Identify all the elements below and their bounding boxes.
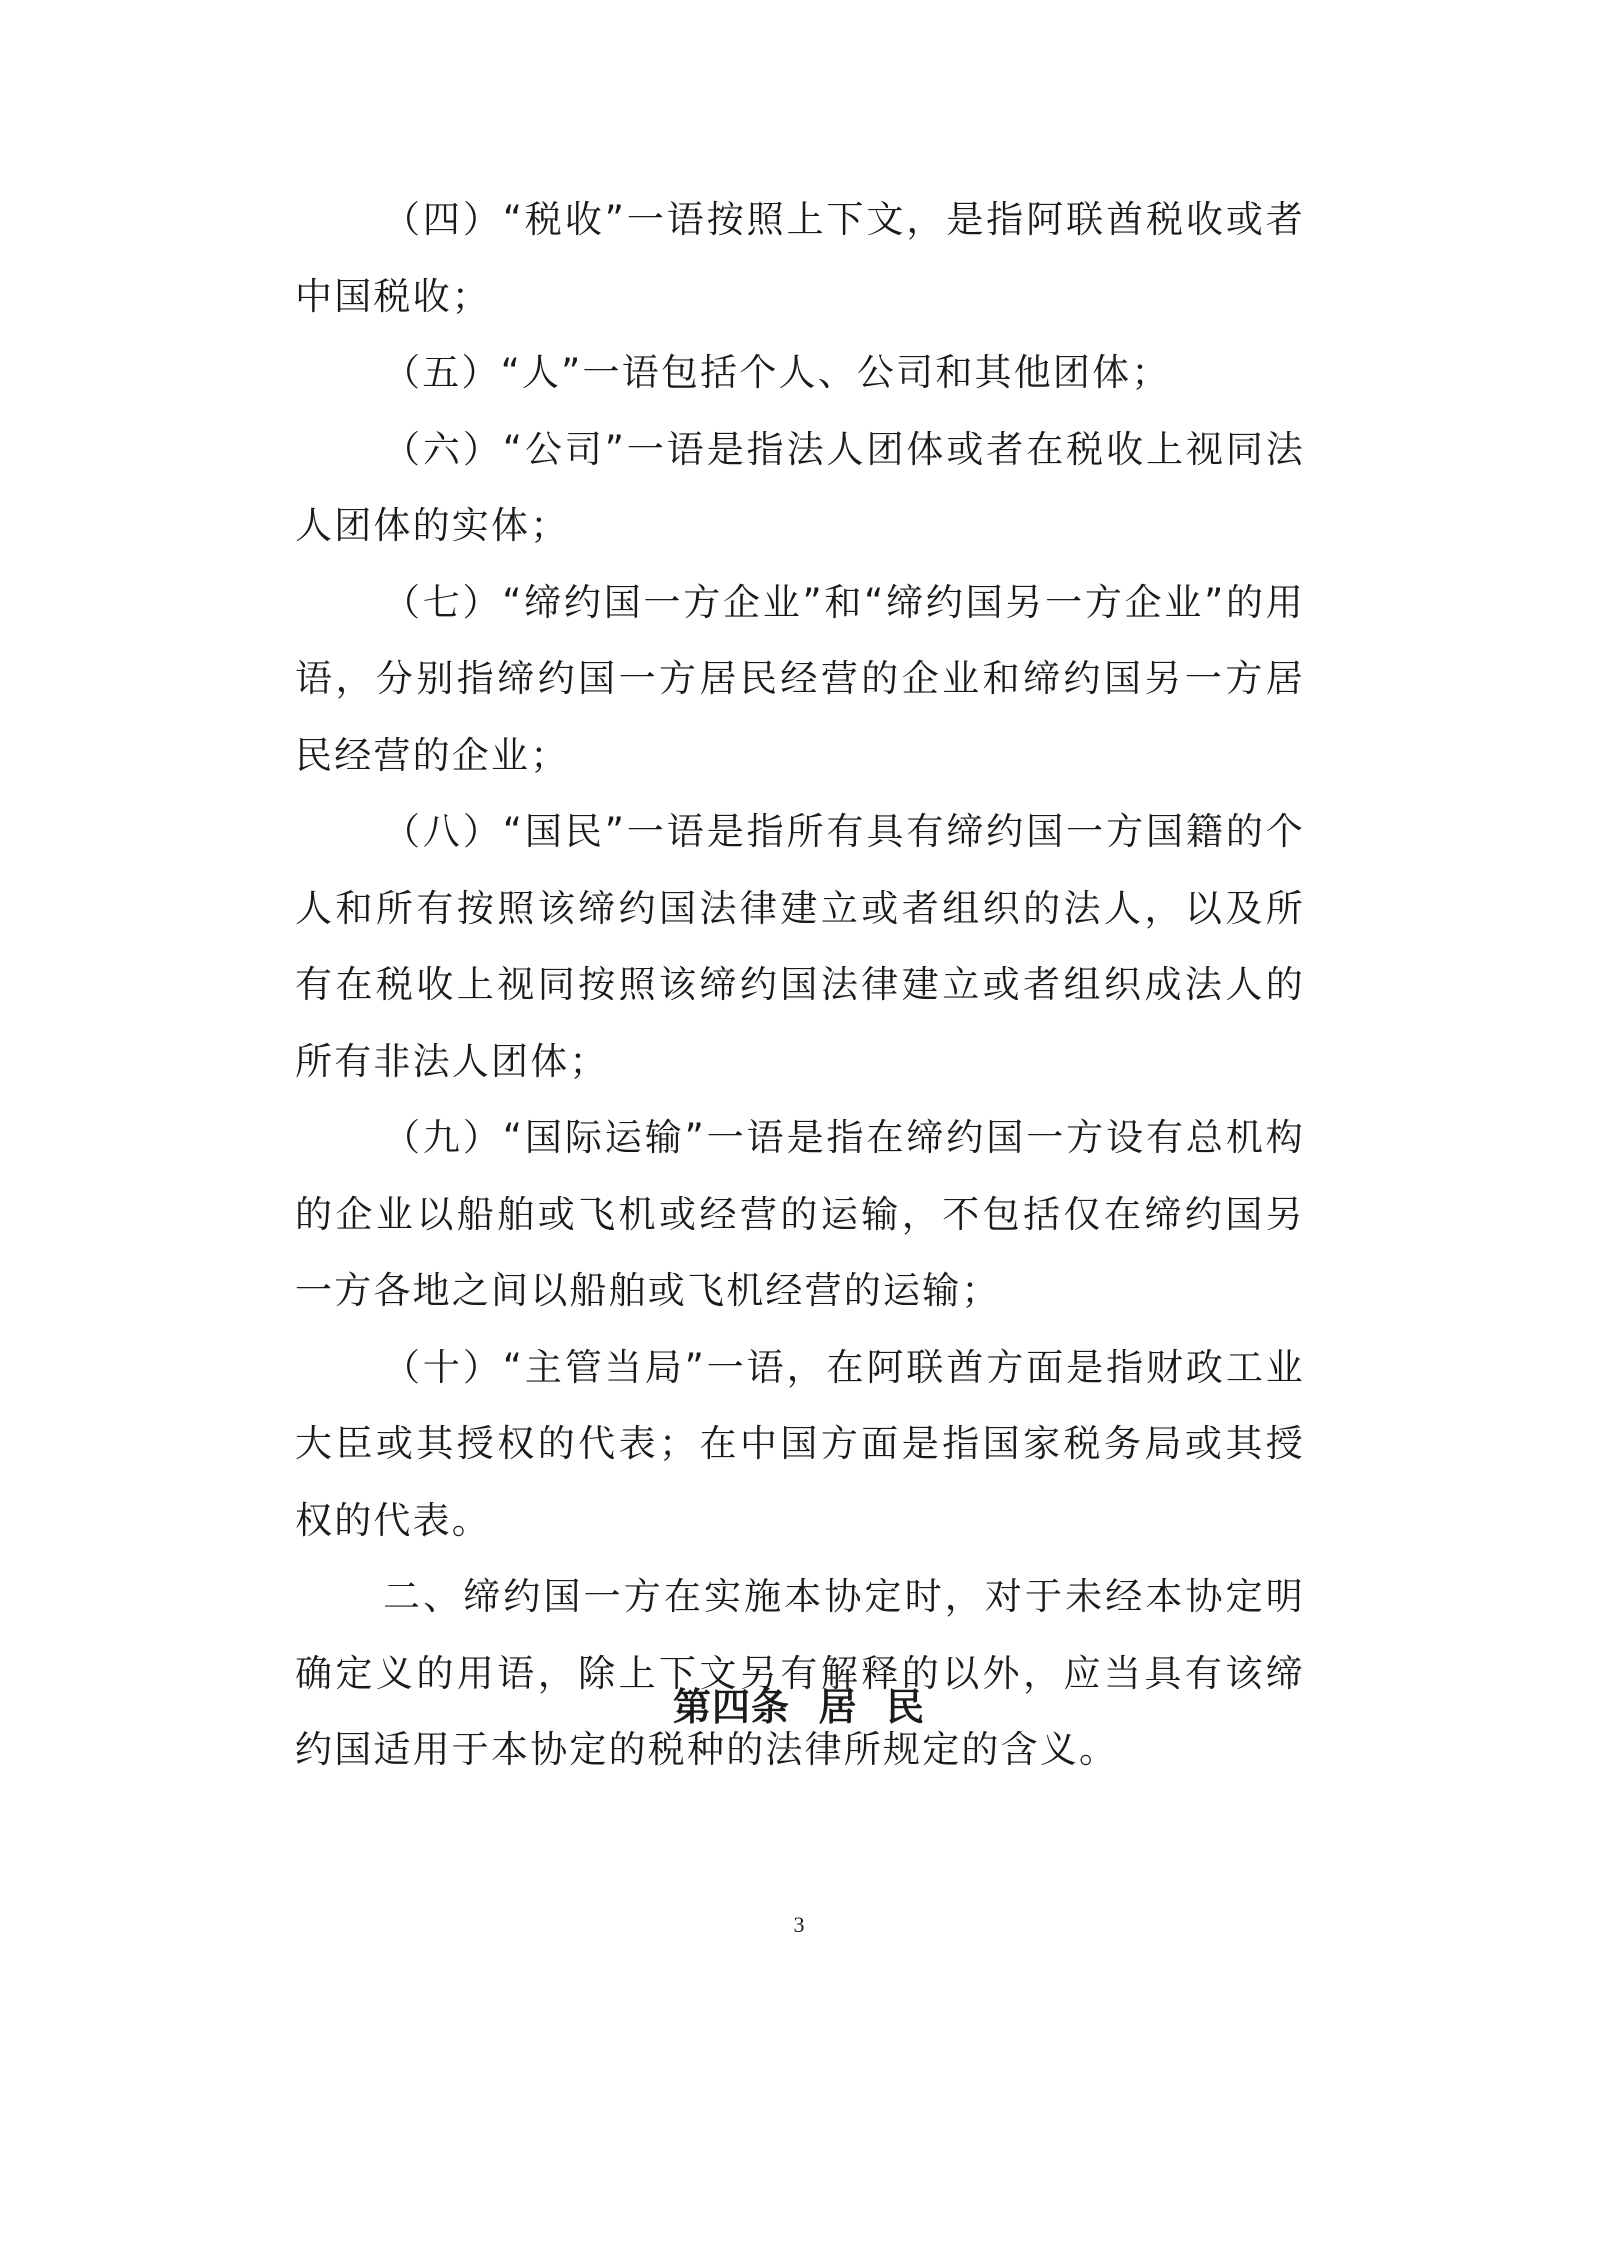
paragraph-item-5-person: （五）“人”一语包括个人、公司和其他团体； <box>383 351 1171 394</box>
paragraph-section-2-undefined-terms: 二、缔约国一方在实施本协定时，对于未经本协定明确定义的用语，除上下文另有解释的以外，应当具有该缔约国适用于本协定的税种的法律所规定的含义。 <box>295 1575 1305 1771</box>
paragraph-item-8-national: （八）“国民”一语是指所有具有缔约国一方国籍的个人和所有按照该缔约国法律建立或者组织的法人，以及所有在税收上视同按照该缔约国法律建立或者组织成法人的所有非法人团体； <box>295 810 1305 1083</box>
paragraph-item-6-company: （六）“公司”一语是指法人团体或者在税收上视同法人团体的实体； <box>295 427 1305 547</box>
body-text <box>295 182 1305 1789</box>
page-number: 3 <box>793 1912 805 1937</box>
paragraph-item-7-enterprise: （七）“缔约国一方企业”和“缔约国另一方企业”的用语，分别指缔约国一方居民经营的企业和缔约国另一方居民经营的企业； <box>295 580 1305 777</box>
paragraph-item-9-international-traffic: （九）“国际运输”一语是指在缔约国一方设有总机构的企业以船舶或飞机或经营的运输，不包括仅在缔约国另一方各地之间以船舶或飞机经营的运输； <box>295 1116 1305 1312</box>
paragraph-item-10-competent-authority: （十）“主管当局”一语，在阿联酋方面是指财政工业大臣或其授权的代表；在中国方面是指国家税务局或其授权的代表。 <box>295 1345 1305 1542</box>
article-heading: 第四条 居 民 <box>673 1685 925 1729</box>
paragraph-item-4-tax: （四）“税收”一语按照上下文，是指阿联酋税收或者中国税收； <box>295 198 1305 318</box>
